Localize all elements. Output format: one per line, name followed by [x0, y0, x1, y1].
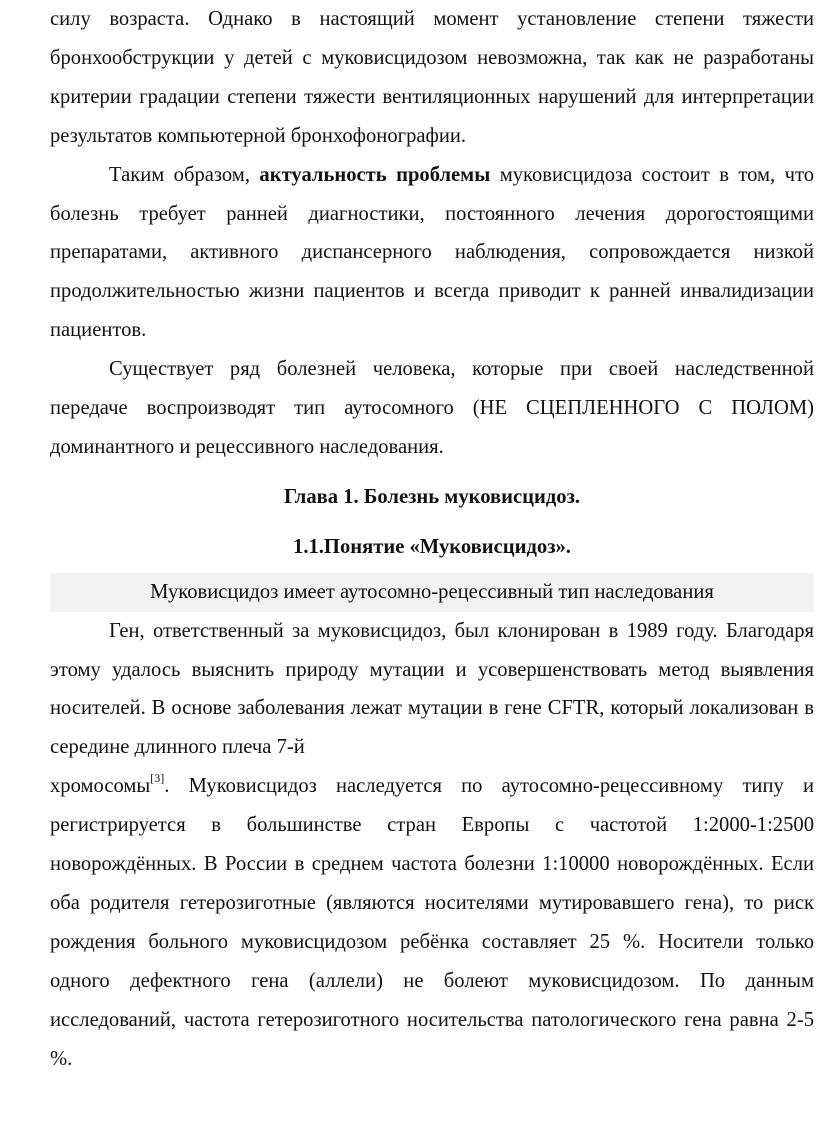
relevance-text-before: Таким образом,	[109, 163, 260, 186]
citation-marker: [3]	[150, 771, 165, 786]
gene-paragraph-rest: . Муковисцидоз наследуется по аутосомно-рецессивному типу и регистрируется в большинстве стран Европы с частотой 1:2000-1:2500 новорождённых. В России в среднем частота болезни 1:10000 новорождённых. Если оба родителя гетерозиготные (являются носителями мутировавшего гена), то риск рождения больного муковисцидозом ребёнка составляет 25 %. Носители только одного дефектного гена (аллели) не болеют муковисцидозом. По данным исследований, частота гетерозиготного носительства патологического гена равна 2-5 %.	[50, 775, 814, 1070]
relevance-text-after: муковисцидоза состоит в том, что болезнь требует ранней диагностики, постоянного лечения дорогостоящими препаратами, активного диспансерного наблюдения, сопровождается низкой продолжительностью жизни пациентов и всегда приводит к ранней инвалидизации пациентов.	[50, 163, 814, 342]
chromosome-word: хромосомы	[50, 775, 151, 798]
gene-paragraph-part1: Ген, ответственный за муковисцидоз, был клонирован в 1989 году. Благодаря этому удалось выяснить природу мутации и усовершенствовать метод выявления носителей. В основе заболевания лежат мутации в гене CFTR, который локализован в середине длинного плеча 7-й	[50, 619, 814, 759]
relevance-bold-term: актуальность проблемы	[259, 163, 491, 186]
top-paragraph: силу возраста. Однако в настоящий момент установление степени тяжести бронхообструкции у детей с муковисцидозом невозможна, так как не разработаны критерии градации степени тяжести вентиляционных нарушений для интерпретации результатов компьютерной бронхофонографии.	[50, 8, 814, 147]
gene-paragraph-part2	[50, 767, 814, 1078]
inheritance-paragraph: Существует ряд болезней человека, которые при своей наследственной передаче воспроизводят тип аутосомного (НЕ СЦЕПЛЕННОГО С ПОЛОМ) доминантного и рецессивного наследования.	[50, 358, 814, 458]
document-page	[50, 0, 814, 1078]
highlighted-line: Муковисцидоз имеет аутосомно-рецессивный тип наследования	[50, 573, 814, 612]
section-title: 1.1.Понятие «Муковисцидоз».	[293, 535, 571, 558]
chapter-title: Глава 1. Болезнь муковисцидоз.	[283, 485, 580, 508]
relevance-paragraph	[50, 156, 814, 351]
